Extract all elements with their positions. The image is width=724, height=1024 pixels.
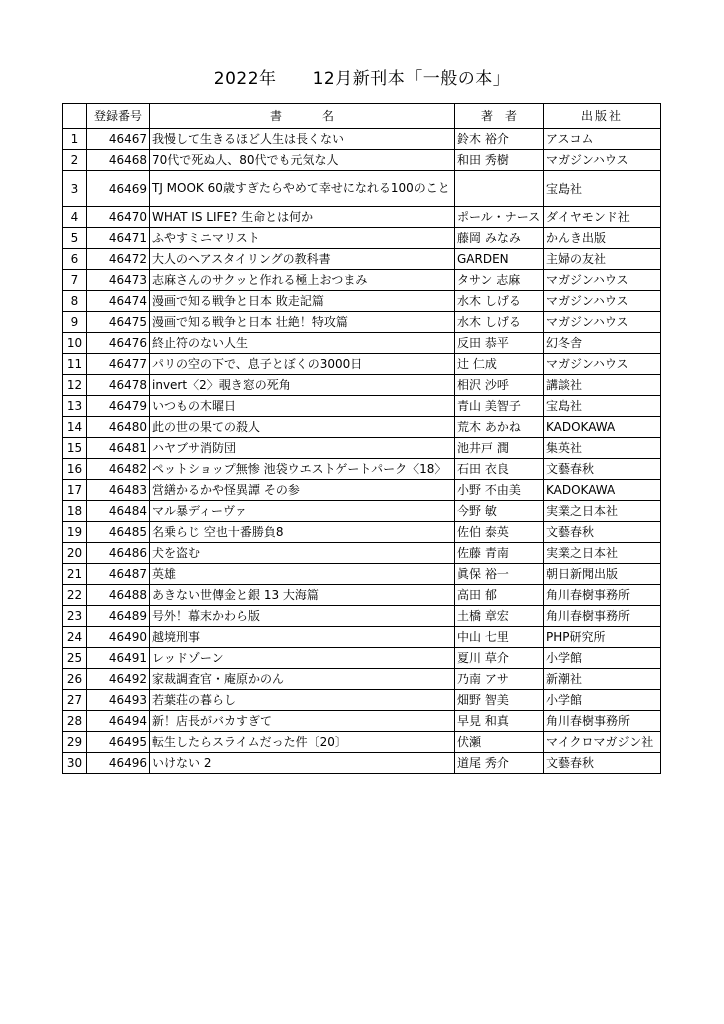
row-number-cell: 16 <box>63 459 87 480</box>
author-cell: 佐藤 青南 <box>455 543 544 564</box>
table-row <box>63 480 661 501</box>
table-row <box>63 171 661 207</box>
book-title-cell: ふやすミニマリスト <box>150 228 455 249</box>
author-cell: 小野 不由美 <box>455 480 544 501</box>
row-number-cell: 20 <box>63 543 87 564</box>
table-row <box>63 585 661 606</box>
registration-number-cell: 46496 <box>87 753 150 774</box>
row-number-cell: 2 <box>63 150 87 171</box>
book-title-cell: いけない 2 <box>150 753 455 774</box>
registration-number-cell: 46487 <box>87 564 150 585</box>
registration-number-cell: 46495 <box>87 732 150 753</box>
book-title-cell: 此の世の果ての殺人 <box>150 417 455 438</box>
registration-number-cell: 46492 <box>87 669 150 690</box>
table-row <box>63 501 661 522</box>
book-title-cell: 英雄 <box>150 564 455 585</box>
row-number-cell: 25 <box>63 648 87 669</box>
row-number-cell: 29 <box>63 732 87 753</box>
row-number-cell: 7 <box>63 270 87 291</box>
publisher-cell: 宝島社 <box>544 171 661 207</box>
table-row <box>63 690 661 711</box>
row-number-cell: 22 <box>63 585 87 606</box>
author-cell: 石田 衣良 <box>455 459 544 480</box>
author-cell: 早見 和真 <box>455 711 544 732</box>
author-cell: 伏瀬 <box>455 732 544 753</box>
row-number-cell: 5 <box>63 228 87 249</box>
publisher-cell: 幻冬舎 <box>544 333 661 354</box>
author-cell: GARDEN <box>455 249 544 270</box>
title-heading: 12月新刊本「一般の本」 <box>312 69 511 89</box>
registration-number-cell: 46494 <box>87 711 150 732</box>
row-number-cell: 1 <box>63 129 87 150</box>
author-cell: タサン 志麻 <box>455 270 544 291</box>
author-cell: 中山 七里 <box>455 627 544 648</box>
publisher-cell: 文藝春秋 <box>544 522 661 543</box>
author-cell: 土橋 章宏 <box>455 606 544 627</box>
registration-number-cell: 46491 <box>87 648 150 669</box>
publisher-cell: 講談社 <box>544 375 661 396</box>
publisher-cell: ダイヤモンド社 <box>544 207 661 228</box>
book-title-cell: 犬を盗む <box>150 543 455 564</box>
author-cell: 辻 仁成 <box>455 354 544 375</box>
author-cell: 道尾 秀介 <box>455 753 544 774</box>
registration-number-cell: 46484 <box>87 501 150 522</box>
row-number-cell: 3 <box>63 171 87 207</box>
publisher-cell: かんき出版 <box>544 228 661 249</box>
table-row <box>63 312 661 333</box>
row-number-cell: 15 <box>63 438 87 459</box>
registration-number-cell: 46486 <box>87 543 150 564</box>
header-registration-number: 登録番号 <box>87 104 150 129</box>
table-row <box>63 606 661 627</box>
row-number-cell: 21 <box>63 564 87 585</box>
row-number-cell: 19 <box>63 522 87 543</box>
table-row <box>63 648 661 669</box>
publisher-cell: 小学館 <box>544 690 661 711</box>
publisher-cell: マガジンハウス <box>544 354 661 375</box>
row-number-cell: 14 <box>63 417 87 438</box>
book-title-cell: ハヤブサ消防団 <box>150 438 455 459</box>
table-row <box>63 207 661 228</box>
book-title-cell: パリの空の下で、息子とぼくの3000日 <box>150 354 455 375</box>
publisher-cell: 角川春樹事務所 <box>544 606 661 627</box>
table-row <box>63 459 661 480</box>
publisher-cell: マガジンハウス <box>544 150 661 171</box>
author-cell: 乃南 アサ <box>455 669 544 690</box>
book-title-cell: あきない世傳金と銀 13 大海篇 <box>150 585 455 606</box>
publisher-cell: KADOKAWA <box>544 417 661 438</box>
book-title-cell: 家裁調査官・庵原かのん <box>150 669 455 690</box>
author-cell: 池井戸 潤 <box>455 438 544 459</box>
book-title-cell: 新！店長がバカすぎて <box>150 711 455 732</box>
book-title-cell: 越境刑事 <box>150 627 455 648</box>
row-number-cell: 8 <box>63 291 87 312</box>
book-title-cell: 若葉荘の暮らし <box>150 690 455 711</box>
publisher-cell: 小学館 <box>544 648 661 669</box>
author-cell: 佐伯 泰英 <box>455 522 544 543</box>
publisher-cell: 集英社 <box>544 438 661 459</box>
book-title-cell: 漫画で知る戦争と日本 壮絶！特攻篇 <box>150 312 455 333</box>
registration-number-cell: 46481 <box>87 438 150 459</box>
table-row <box>63 438 661 459</box>
publisher-cell: マガジンハウス <box>544 312 661 333</box>
author-cell: 夏川 草介 <box>455 648 544 669</box>
table-row <box>63 354 661 375</box>
registration-number-cell: 46468 <box>87 150 150 171</box>
author-cell: ポール・ナース <box>455 207 544 228</box>
book-title-cell: invert〈2〉覗き窓の死角 <box>150 375 455 396</box>
table-row <box>63 669 661 690</box>
author-cell: 今野 敏 <box>455 501 544 522</box>
row-number-cell: 26 <box>63 669 87 690</box>
author-cell <box>455 171 544 207</box>
header-title: 書名 <box>150 104 455 129</box>
header-author: 著者 <box>455 104 544 129</box>
registration-number-cell: 46470 <box>87 207 150 228</box>
publisher-cell: マガジンハウス <box>544 270 661 291</box>
book-title-cell: 終止符のない人生 <box>150 333 455 354</box>
book-title-cell: 大人のヘアスタイリングの教科書 <box>150 249 455 270</box>
table-row <box>63 417 661 438</box>
registration-number-cell: 46467 <box>87 129 150 150</box>
table-row <box>63 333 661 354</box>
author-cell: 水木 しげる <box>455 291 544 312</box>
row-number-cell: 28 <box>63 711 87 732</box>
registration-number-cell: 46489 <box>87 606 150 627</box>
author-cell: 眞保 裕一 <box>455 564 544 585</box>
registration-number-cell: 46473 <box>87 270 150 291</box>
registration-number-cell: 46485 <box>87 522 150 543</box>
row-number-cell: 6 <box>63 249 87 270</box>
row-number-cell: 13 <box>63 396 87 417</box>
author-cell: 荒木 あかね <box>455 417 544 438</box>
table-row <box>63 375 661 396</box>
page-title <box>0 64 724 89</box>
publisher-cell: 実業之日本社 <box>544 501 661 522</box>
table-row <box>63 291 661 312</box>
row-number-cell: 30 <box>63 753 87 774</box>
book-title-cell: 名乗らじ 空也十番勝負8 <box>150 522 455 543</box>
table-row <box>63 543 661 564</box>
table-row <box>63 150 661 171</box>
table-row <box>63 627 661 648</box>
row-number-cell: 23 <box>63 606 87 627</box>
table-row <box>63 249 661 270</box>
table-row <box>63 732 661 753</box>
row-number-cell: 18 <box>63 501 87 522</box>
publisher-cell: 朝日新聞出版 <box>544 564 661 585</box>
registration-number-cell: 46477 <box>87 354 150 375</box>
registration-number-cell: 46469 <box>87 171 150 207</box>
book-title-cell: 志麻さんのサクッと作れる極上おつまみ <box>150 270 455 291</box>
author-cell: 鈴木 裕介 <box>455 129 544 150</box>
author-cell: 藤岡 みなみ <box>455 228 544 249</box>
publisher-cell: 角川春樹事務所 <box>544 585 661 606</box>
publisher-cell: マイクロマガジン社 <box>544 732 661 753</box>
publisher-cell: 宝島社 <box>544 396 661 417</box>
new-books-table <box>62 103 661 774</box>
book-title-cell: 漫画で知る戦争と日本 敗走記篇 <box>150 291 455 312</box>
publisher-cell: PHP研究所 <box>544 627 661 648</box>
row-number-cell: 11 <box>63 354 87 375</box>
author-cell: 相沢 沙呼 <box>455 375 544 396</box>
row-number-cell: 27 <box>63 690 87 711</box>
registration-number-cell: 46472 <box>87 249 150 270</box>
registration-number-cell: 46478 <box>87 375 150 396</box>
table-row <box>63 711 661 732</box>
table-row <box>63 270 661 291</box>
header-publisher: 出版社 <box>544 104 661 129</box>
row-number-cell: 12 <box>63 375 87 396</box>
book-title-cell: 転生したらスライムだった件〔20〕 <box>150 732 455 753</box>
table-row <box>63 564 661 585</box>
registration-number-cell: 46474 <box>87 291 150 312</box>
registration-number-cell: 46480 <box>87 417 150 438</box>
publisher-cell: マガジンハウス <box>544 291 661 312</box>
book-title-cell: マル暴ディーヴァ <box>150 501 455 522</box>
author-cell: 青山 美智子 <box>455 396 544 417</box>
author-cell: 反田 恭平 <box>455 333 544 354</box>
row-number-cell: 24 <box>63 627 87 648</box>
table-row <box>63 522 661 543</box>
publisher-cell: 実業之日本社 <box>544 543 661 564</box>
registration-number-cell: 46479 <box>87 396 150 417</box>
book-title-cell: 号外！幕末かわら版 <box>150 606 455 627</box>
registration-number-cell: 46476 <box>87 333 150 354</box>
author-cell: 水木 しげる <box>455 312 544 333</box>
title-year: 2022年 <box>213 69 277 89</box>
author-cell: 和田 秀樹 <box>455 150 544 171</box>
publisher-cell: KADOKAWA <box>544 480 661 501</box>
table-row <box>63 753 661 774</box>
row-number-cell: 9 <box>63 312 87 333</box>
registration-number-cell: 46493 <box>87 690 150 711</box>
book-title-cell: 営繕かるかや怪異譚 その参 <box>150 480 455 501</box>
publisher-cell: 文藝春秋 <box>544 753 661 774</box>
author-cell: 高田 郁 <box>455 585 544 606</box>
table-row <box>63 396 661 417</box>
book-title-cell: WHAT IS LIFE? 生命とは何か <box>150 207 455 228</box>
book-title-cell: いつもの木曜日 <box>150 396 455 417</box>
table-header-row <box>63 104 661 129</box>
publisher-cell: 文藝春秋 <box>544 459 661 480</box>
publisher-cell: アスコム <box>544 129 661 150</box>
registration-number-cell: 46475 <box>87 312 150 333</box>
row-number-cell: 10 <box>63 333 87 354</box>
book-title-cell: レッドゾーン <box>150 648 455 669</box>
book-title-cell: ペットショップ無惨 池袋ウエストゲートパーク〈18〉 <box>150 459 455 480</box>
book-title-cell: TJ MOOK 60歳すぎたらやめて幸せになれる100のこと <box>150 171 455 207</box>
author-cell: 畑野 智美 <box>455 690 544 711</box>
header-no <box>63 104 87 129</box>
table-row <box>63 228 661 249</box>
table-row <box>63 129 661 150</box>
row-number-cell: 4 <box>63 207 87 228</box>
publisher-cell: 主婦の友社 <box>544 249 661 270</box>
registration-number-cell: 46482 <box>87 459 150 480</box>
registration-number-cell: 46471 <box>87 228 150 249</box>
registration-number-cell: 46490 <box>87 627 150 648</box>
book-title-cell: 我慢して生きるほど人生は長くない <box>150 129 455 150</box>
registration-number-cell: 46488 <box>87 585 150 606</box>
registration-number-cell: 46483 <box>87 480 150 501</box>
publisher-cell: 角川春樹事務所 <box>544 711 661 732</box>
book-title-cell: 70代で死ぬ人、80代でも元気な人 <box>150 150 455 171</box>
publisher-cell: 新潮社 <box>544 669 661 690</box>
row-number-cell: 17 <box>63 480 87 501</box>
